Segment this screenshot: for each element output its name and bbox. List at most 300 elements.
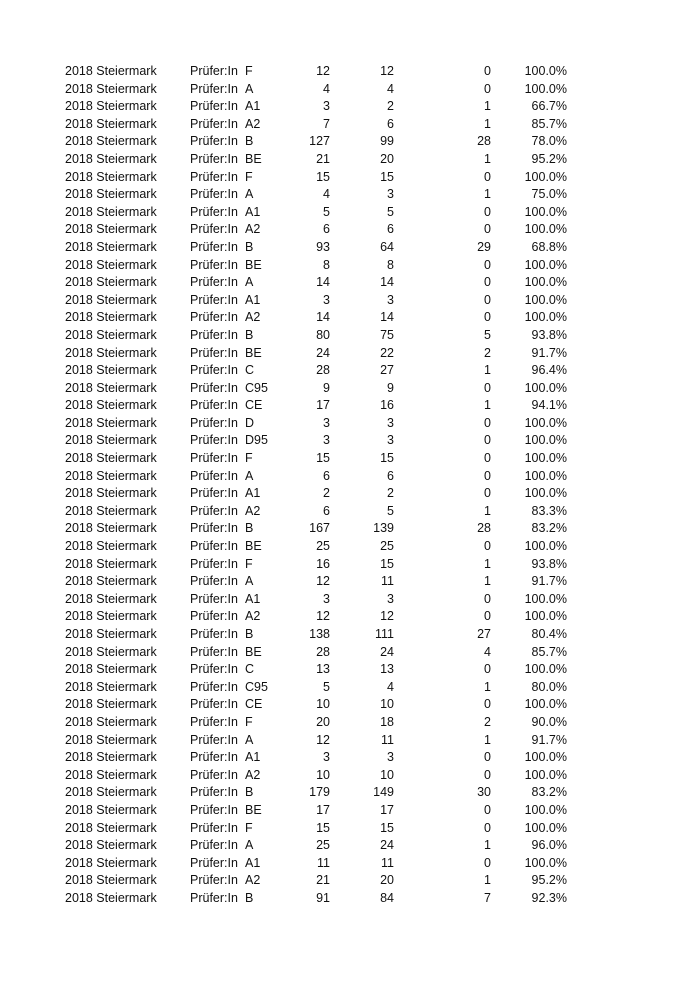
- table-row: [0, 432, 700, 450]
- license-class-cell: BE: [245, 257, 262, 272]
- role-cell: Prüfer:In: [190, 838, 238, 853]
- year-region-cell: 2018 Steiermark: [65, 345, 157, 360]
- failed-count-cell: 0: [484, 486, 491, 501]
- failed-count-cell: 0: [484, 767, 491, 782]
- table-row: [0, 679, 700, 697]
- year-region-cell: 2018 Steiermark: [65, 415, 157, 430]
- passed-count-cell: 99: [380, 134, 394, 149]
- role-cell: Prüfer:In: [190, 363, 238, 378]
- license-class-cell: A: [245, 468, 254, 483]
- year-region-cell: 2018 Steiermark: [65, 750, 157, 765]
- total-count-cell: 138: [309, 627, 330, 641]
- pass-rate-cell: 66.7%: [531, 99, 567, 114]
- total-count-cell: 6: [323, 503, 330, 518]
- failed-count-cell: 0: [484, 820, 491, 835]
- total-count-cell: 12: [316, 574, 330, 589]
- total-count-cell: 4: [323, 81, 330, 96]
- total-count-cell: 28: [316, 363, 330, 378]
- table-row: [0, 520, 700, 538]
- failed-count-cell: 0: [484, 697, 491, 712]
- license-class-cell: C95: [245, 380, 268, 395]
- license-class-cell: A2: [245, 609, 261, 624]
- total-count-cell: 17: [316, 802, 330, 817]
- failed-count-cell: 1: [484, 838, 491, 853]
- pass-rate-cell: 100.0%: [524, 310, 567, 325]
- role-cell: Prüfer:In: [190, 767, 238, 782]
- license-class-cell: A: [245, 81, 254, 96]
- year-region-cell: 2018 Steiermark: [65, 591, 157, 606]
- failed-count-cell: 0: [484, 64, 491, 78]
- failed-count-cell: 0: [484, 451, 491, 466]
- failed-count-cell: 0: [484, 81, 491, 96]
- passed-count-cell: 15: [380, 820, 394, 835]
- year-region-cell: 2018 Steiermark: [65, 785, 157, 800]
- total-count-cell: 14: [316, 310, 330, 325]
- year-region-cell: 2018 Steiermark: [65, 310, 157, 325]
- role-cell: Prüfer:In: [190, 486, 238, 501]
- passed-count-cell: 3: [387, 187, 394, 202]
- role-cell: Prüfer:In: [190, 855, 238, 870]
- table-row: [0, 784, 700, 802]
- license-class-cell: A1: [245, 855, 261, 870]
- license-class-cell: BE: [245, 802, 262, 817]
- license-class-cell: C: [245, 662, 255, 677]
- table-row: [0, 380, 700, 398]
- failed-count-cell: 0: [484, 468, 491, 483]
- failed-count-cell: 4: [484, 644, 491, 659]
- passed-count-cell: 3: [387, 433, 394, 448]
- failed-count-cell: 1: [484, 116, 491, 131]
- table-row: [0, 820, 700, 838]
- license-class-cell: F: [245, 714, 253, 729]
- role-cell: Prüfer:In: [190, 99, 238, 114]
- license-class-cell: B: [245, 521, 254, 536]
- year-region-cell: 2018 Steiermark: [65, 732, 157, 747]
- license-class-cell: C: [245, 363, 255, 378]
- license-class-cell: F: [245, 820, 253, 835]
- year-region-cell: 2018 Steiermark: [65, 134, 157, 149]
- passed-count-cell: 3: [387, 750, 394, 765]
- role-cell: Prüfer:In: [190, 116, 238, 131]
- total-count-cell: 4: [323, 187, 330, 202]
- pass-rate-cell: 100.0%: [524, 750, 567, 765]
- failed-count-cell: 1: [484, 151, 491, 166]
- failed-count-cell: 1: [484, 556, 491, 571]
- pass-rate-cell: 100.0%: [524, 380, 567, 395]
- license-class-cell: A2: [245, 767, 261, 782]
- passed-count-cell: 12: [380, 609, 394, 624]
- pass-rate-cell: 85.7%: [531, 644, 567, 659]
- pass-rate-cell: 100.0%: [524, 468, 567, 483]
- failed-count-cell: 7: [484, 890, 491, 905]
- pass-rate-cell: 91.7%: [531, 732, 567, 747]
- role-cell: Prüfer:In: [190, 468, 238, 483]
- year-region-cell: 2018 Steiermark: [65, 644, 157, 659]
- passed-count-cell: 149: [373, 785, 394, 800]
- failed-count-cell: 0: [484, 310, 491, 325]
- failed-count-cell: 1: [484, 679, 491, 694]
- pass-rate-cell: 100.0%: [524, 802, 567, 817]
- role-cell: Prüfer:In: [190, 644, 238, 659]
- failed-count-cell: 0: [484, 204, 491, 219]
- total-count-cell: 3: [323, 750, 330, 765]
- passed-count-cell: 5: [387, 503, 394, 518]
- role-cell: Prüfer:In: [190, 64, 238, 78]
- year-region-cell: 2018 Steiermark: [65, 873, 157, 888]
- role-cell: Prüfer:In: [190, 275, 238, 290]
- license-class-cell: B: [245, 785, 254, 800]
- role-cell: Prüfer:In: [190, 503, 238, 518]
- failed-count-cell: 30: [477, 785, 491, 800]
- role-cell: Prüfer:In: [190, 662, 238, 677]
- license-class-cell: BE: [245, 539, 262, 554]
- pass-rate-cell: 100.0%: [524, 257, 567, 272]
- license-class-cell: F: [245, 64, 253, 78]
- total-count-cell: 127: [309, 134, 330, 149]
- passed-count-cell: 139: [373, 521, 394, 536]
- failed-count-cell: 0: [484, 380, 491, 395]
- license-class-cell: A2: [245, 310, 261, 325]
- role-cell: Prüfer:In: [190, 750, 238, 765]
- table-row: [0, 169, 700, 187]
- year-region-cell: 2018 Steiermark: [65, 521, 157, 536]
- failed-count-cell: 1: [484, 732, 491, 747]
- role-cell: Prüfer:In: [190, 292, 238, 307]
- total-count-cell: 12: [316, 609, 330, 624]
- failed-count-cell: 1: [484, 187, 491, 202]
- passed-count-cell: 15: [380, 451, 394, 466]
- failed-count-cell: 0: [484, 750, 491, 765]
- license-class-cell: A: [245, 574, 254, 589]
- year-region-cell: 2018 Steiermark: [65, 99, 157, 114]
- year-region-cell: 2018 Steiermark: [65, 257, 157, 272]
- year-region-cell: 2018 Steiermark: [65, 204, 157, 219]
- passed-count-cell: 3: [387, 292, 394, 307]
- total-count-cell: 24: [316, 345, 330, 360]
- pass-rate-cell: 100.0%: [524, 767, 567, 782]
- year-region-cell: 2018 Steiermark: [65, 222, 157, 237]
- pass-rate-cell: 96.4%: [531, 363, 567, 378]
- year-region-cell: 2018 Steiermark: [65, 574, 157, 589]
- role-cell: Prüfer:In: [190, 204, 238, 219]
- table-row: [0, 345, 700, 363]
- total-count-cell: 17: [316, 398, 330, 413]
- pass-rate-cell: 100.0%: [524, 275, 567, 290]
- year-region-cell: 2018 Steiermark: [65, 451, 157, 466]
- pass-rate-cell: 93.8%: [531, 556, 567, 571]
- table-row: [0, 151, 700, 169]
- license-class-cell: F: [245, 451, 253, 466]
- license-class-cell: BE: [245, 345, 262, 360]
- year-region-cell: 2018 Steiermark: [65, 627, 157, 641]
- pass-rate-cell: 68.8%: [531, 239, 567, 254]
- pass-rate-cell: 100.0%: [524, 486, 567, 501]
- passed-count-cell: 24: [380, 838, 394, 853]
- pass-rate-cell: 100.0%: [524, 697, 567, 712]
- total-count-cell: 3: [323, 292, 330, 307]
- year-region-cell: 2018 Steiermark: [65, 363, 157, 378]
- passed-count-cell: 11: [381, 855, 394, 870]
- license-class-cell: A1: [245, 99, 261, 114]
- failed-count-cell: 0: [484, 169, 491, 184]
- failed-count-cell: 0: [484, 539, 491, 554]
- total-count-cell: 167: [309, 521, 330, 536]
- table-row: [0, 397, 700, 415]
- license-class-cell: A: [245, 275, 254, 290]
- total-count-cell: 20: [316, 714, 330, 729]
- role-cell: Prüfer:In: [190, 310, 238, 325]
- role-cell: Prüfer:In: [190, 556, 238, 571]
- year-region-cell: 2018 Steiermark: [65, 820, 157, 835]
- table-row: [0, 257, 700, 275]
- license-class-cell: A1: [245, 486, 261, 501]
- table-row: [0, 573, 700, 591]
- pass-rate-cell: 100.0%: [524, 820, 567, 835]
- passed-count-cell: 4: [387, 679, 394, 694]
- table-row: [0, 468, 700, 486]
- total-count-cell: 5: [323, 679, 330, 694]
- role-cell: Prüfer:In: [190, 785, 238, 800]
- year-region-cell: 2018 Steiermark: [65, 187, 157, 202]
- license-class-cell: D95: [245, 433, 268, 448]
- year-region-cell: 2018 Steiermark: [65, 116, 157, 131]
- license-class-cell: CE: [245, 697, 263, 712]
- passed-count-cell: 14: [380, 310, 394, 325]
- role-cell: Prüfer:In: [190, 539, 238, 554]
- passed-count-cell: 13: [380, 662, 394, 677]
- passed-count-cell: 17: [380, 802, 394, 817]
- pass-rate-cell: 91.7%: [531, 574, 567, 589]
- table-row: [0, 802, 700, 820]
- year-region-cell: 2018 Steiermark: [65, 486, 157, 501]
- failed-count-cell: 27: [477, 627, 491, 641]
- passed-count-cell: 20: [380, 151, 394, 166]
- total-count-cell: 3: [323, 99, 330, 114]
- pass-rate-cell: 100.0%: [524, 292, 567, 307]
- pass-rate-cell: 100.0%: [524, 609, 567, 624]
- passed-count-cell: 6: [387, 116, 394, 131]
- passed-count-cell: 6: [387, 468, 394, 483]
- passed-count-cell: 22: [380, 345, 394, 360]
- passed-count-cell: 11: [381, 574, 394, 589]
- total-count-cell: 2: [323, 486, 330, 501]
- failed-count-cell: 2: [484, 345, 491, 360]
- role-cell: Prüfer:In: [190, 151, 238, 166]
- table-row: [0, 415, 700, 433]
- role-cell: Prüfer:In: [190, 257, 238, 272]
- table-row: [0, 204, 700, 222]
- year-region-cell: 2018 Steiermark: [65, 151, 157, 166]
- license-class-cell: BE: [245, 644, 262, 659]
- pass-rate-cell: 83.3%: [531, 503, 567, 518]
- passed-count-cell: 20: [380, 873, 394, 888]
- total-count-cell: 5: [323, 204, 330, 219]
- total-count-cell: 21: [316, 873, 330, 888]
- year-region-cell: 2018 Steiermark: [65, 609, 157, 624]
- role-cell: Prüfer:In: [190, 714, 238, 729]
- license-class-cell: A: [245, 187, 254, 202]
- data-table: [0, 63, 700, 908]
- table-row: [0, 767, 700, 785]
- pass-rate-cell: 80.4%: [531, 627, 567, 641]
- pass-rate-cell: 100.0%: [524, 64, 567, 78]
- failed-count-cell: 29: [477, 239, 491, 254]
- pass-rate-cell: 75.0%: [531, 187, 567, 202]
- role-cell: Prüfer:In: [190, 679, 238, 694]
- license-class-cell: B: [245, 627, 254, 641]
- total-count-cell: 14: [316, 275, 330, 290]
- failed-count-cell: 0: [484, 415, 491, 430]
- pass-rate-cell: 94.1%: [531, 398, 567, 413]
- role-cell: Prüfer:In: [190, 591, 238, 606]
- table-row: [0, 696, 700, 714]
- table-row: [0, 485, 700, 503]
- pass-rate-cell: 92.3%: [531, 890, 567, 905]
- year-region-cell: 2018 Steiermark: [65, 503, 157, 518]
- total-count-cell: 8: [323, 257, 330, 272]
- role-cell: Prüfer:In: [190, 433, 238, 448]
- license-class-cell: A1: [245, 591, 261, 606]
- failed-count-cell: 0: [484, 222, 491, 237]
- failed-count-cell: 0: [484, 292, 491, 307]
- role-cell: Prüfer:In: [190, 574, 238, 589]
- total-count-cell: 3: [323, 433, 330, 448]
- license-class-cell: A2: [245, 503, 261, 518]
- table-row: [0, 186, 700, 204]
- year-region-cell: 2018 Steiermark: [65, 292, 157, 307]
- total-count-cell: 28: [316, 644, 330, 659]
- license-class-cell: F: [245, 169, 253, 184]
- total-count-cell: 25: [316, 539, 330, 554]
- total-count-cell: 12: [316, 732, 330, 747]
- failed-count-cell: 0: [484, 802, 491, 817]
- role-cell: Prüfer:In: [190, 627, 238, 641]
- passed-count-cell: 16: [380, 398, 394, 413]
- table-row: [0, 133, 700, 151]
- license-class-cell: B: [245, 327, 254, 342]
- year-region-cell: 2018 Steiermark: [65, 327, 157, 342]
- role-cell: Prüfer:In: [190, 802, 238, 817]
- license-class-cell: B: [245, 890, 254, 905]
- pass-rate-cell: 100.0%: [524, 539, 567, 554]
- passed-count-cell: 18: [380, 714, 394, 729]
- total-count-cell: 15: [316, 169, 330, 184]
- table-row: [0, 450, 700, 468]
- failed-count-cell: 1: [484, 363, 491, 378]
- role-cell: Prüfer:In: [190, 222, 238, 237]
- year-region-cell: 2018 Steiermark: [65, 275, 157, 290]
- table-row: [0, 221, 700, 239]
- total-count-cell: 11: [317, 855, 330, 870]
- total-count-cell: 179: [309, 785, 330, 800]
- license-class-cell: A2: [245, 116, 261, 131]
- role-cell: Prüfer:In: [190, 890, 238, 905]
- license-class-cell: F: [245, 556, 253, 571]
- total-count-cell: 80: [316, 327, 330, 342]
- total-count-cell: 3: [323, 415, 330, 430]
- license-class-cell: CE: [245, 398, 263, 413]
- license-class-cell: B: [245, 239, 254, 254]
- failed-count-cell: 2: [484, 714, 491, 729]
- passed-count-cell: 14: [380, 275, 394, 290]
- license-class-cell: A: [245, 732, 254, 747]
- role-cell: Prüfer:In: [190, 239, 238, 254]
- license-class-cell: A1: [245, 204, 261, 219]
- table-row: [0, 872, 700, 890]
- failed-count-cell: 1: [484, 873, 491, 888]
- total-count-cell: 13: [316, 662, 330, 677]
- pass-rate-cell: 95.2%: [531, 873, 567, 888]
- year-region-cell: 2018 Steiermark: [65, 679, 157, 694]
- role-cell: Prüfer:In: [190, 451, 238, 466]
- passed-count-cell: 11: [381, 732, 394, 747]
- year-region-cell: 2018 Steiermark: [65, 398, 157, 413]
- passed-count-cell: 111: [374, 627, 394, 641]
- table-row: [0, 362, 700, 380]
- passed-count-cell: 27: [380, 363, 394, 378]
- license-class-cell: A1: [245, 292, 261, 307]
- table-row: [0, 81, 700, 99]
- failed-count-cell: 0: [484, 591, 491, 606]
- failed-count-cell: 1: [484, 398, 491, 413]
- total-count-cell: 6: [323, 468, 330, 483]
- passed-count-cell: 12: [380, 64, 394, 78]
- table-row: [0, 890, 700, 908]
- passed-count-cell: 10: [380, 767, 394, 782]
- total-count-cell: 7: [323, 116, 330, 131]
- failed-count-cell: 28: [477, 521, 491, 536]
- passed-count-cell: 15: [380, 556, 394, 571]
- year-region-cell: 2018 Steiermark: [65, 433, 157, 448]
- table-row: [0, 732, 700, 750]
- passed-count-cell: 8: [387, 257, 394, 272]
- role-cell: Prüfer:In: [190, 169, 238, 184]
- passed-count-cell: 6: [387, 222, 394, 237]
- failed-count-cell: 0: [484, 275, 491, 290]
- role-cell: Prüfer:In: [190, 732, 238, 747]
- table-row: [0, 98, 700, 116]
- total-count-cell: 21: [316, 151, 330, 166]
- total-count-cell: 91: [316, 890, 330, 905]
- year-region-cell: 2018 Steiermark: [65, 855, 157, 870]
- pass-rate-cell: 80.0%: [531, 679, 567, 694]
- table-row: [0, 714, 700, 732]
- license-class-cell: A1: [245, 750, 261, 765]
- pass-rate-cell: 93.8%: [531, 327, 567, 342]
- table-row: [0, 503, 700, 521]
- failed-count-cell: 5: [484, 327, 491, 342]
- table-row: [0, 661, 700, 679]
- year-region-cell: 2018 Steiermark: [65, 838, 157, 853]
- failed-count-cell: 0: [484, 662, 491, 677]
- total-count-cell: 16: [316, 556, 330, 571]
- pass-rate-cell: 100.0%: [524, 662, 567, 677]
- table-row: [0, 292, 700, 310]
- table-row: [0, 63, 700, 81]
- year-region-cell: 2018 Steiermark: [65, 714, 157, 729]
- total-count-cell: 93: [316, 239, 330, 254]
- pass-rate-cell: 85.7%: [531, 116, 567, 131]
- pass-rate-cell: 100.0%: [524, 433, 567, 448]
- role-cell: Prüfer:In: [190, 327, 238, 342]
- pass-rate-cell: 100.0%: [524, 855, 567, 870]
- role-cell: Prüfer:In: [190, 187, 238, 202]
- pass-rate-cell: 100.0%: [524, 81, 567, 96]
- year-region-cell: 2018 Steiermark: [65, 81, 157, 96]
- failed-count-cell: 0: [484, 433, 491, 448]
- table-row: [0, 749, 700, 767]
- passed-count-cell: 3: [387, 591, 394, 606]
